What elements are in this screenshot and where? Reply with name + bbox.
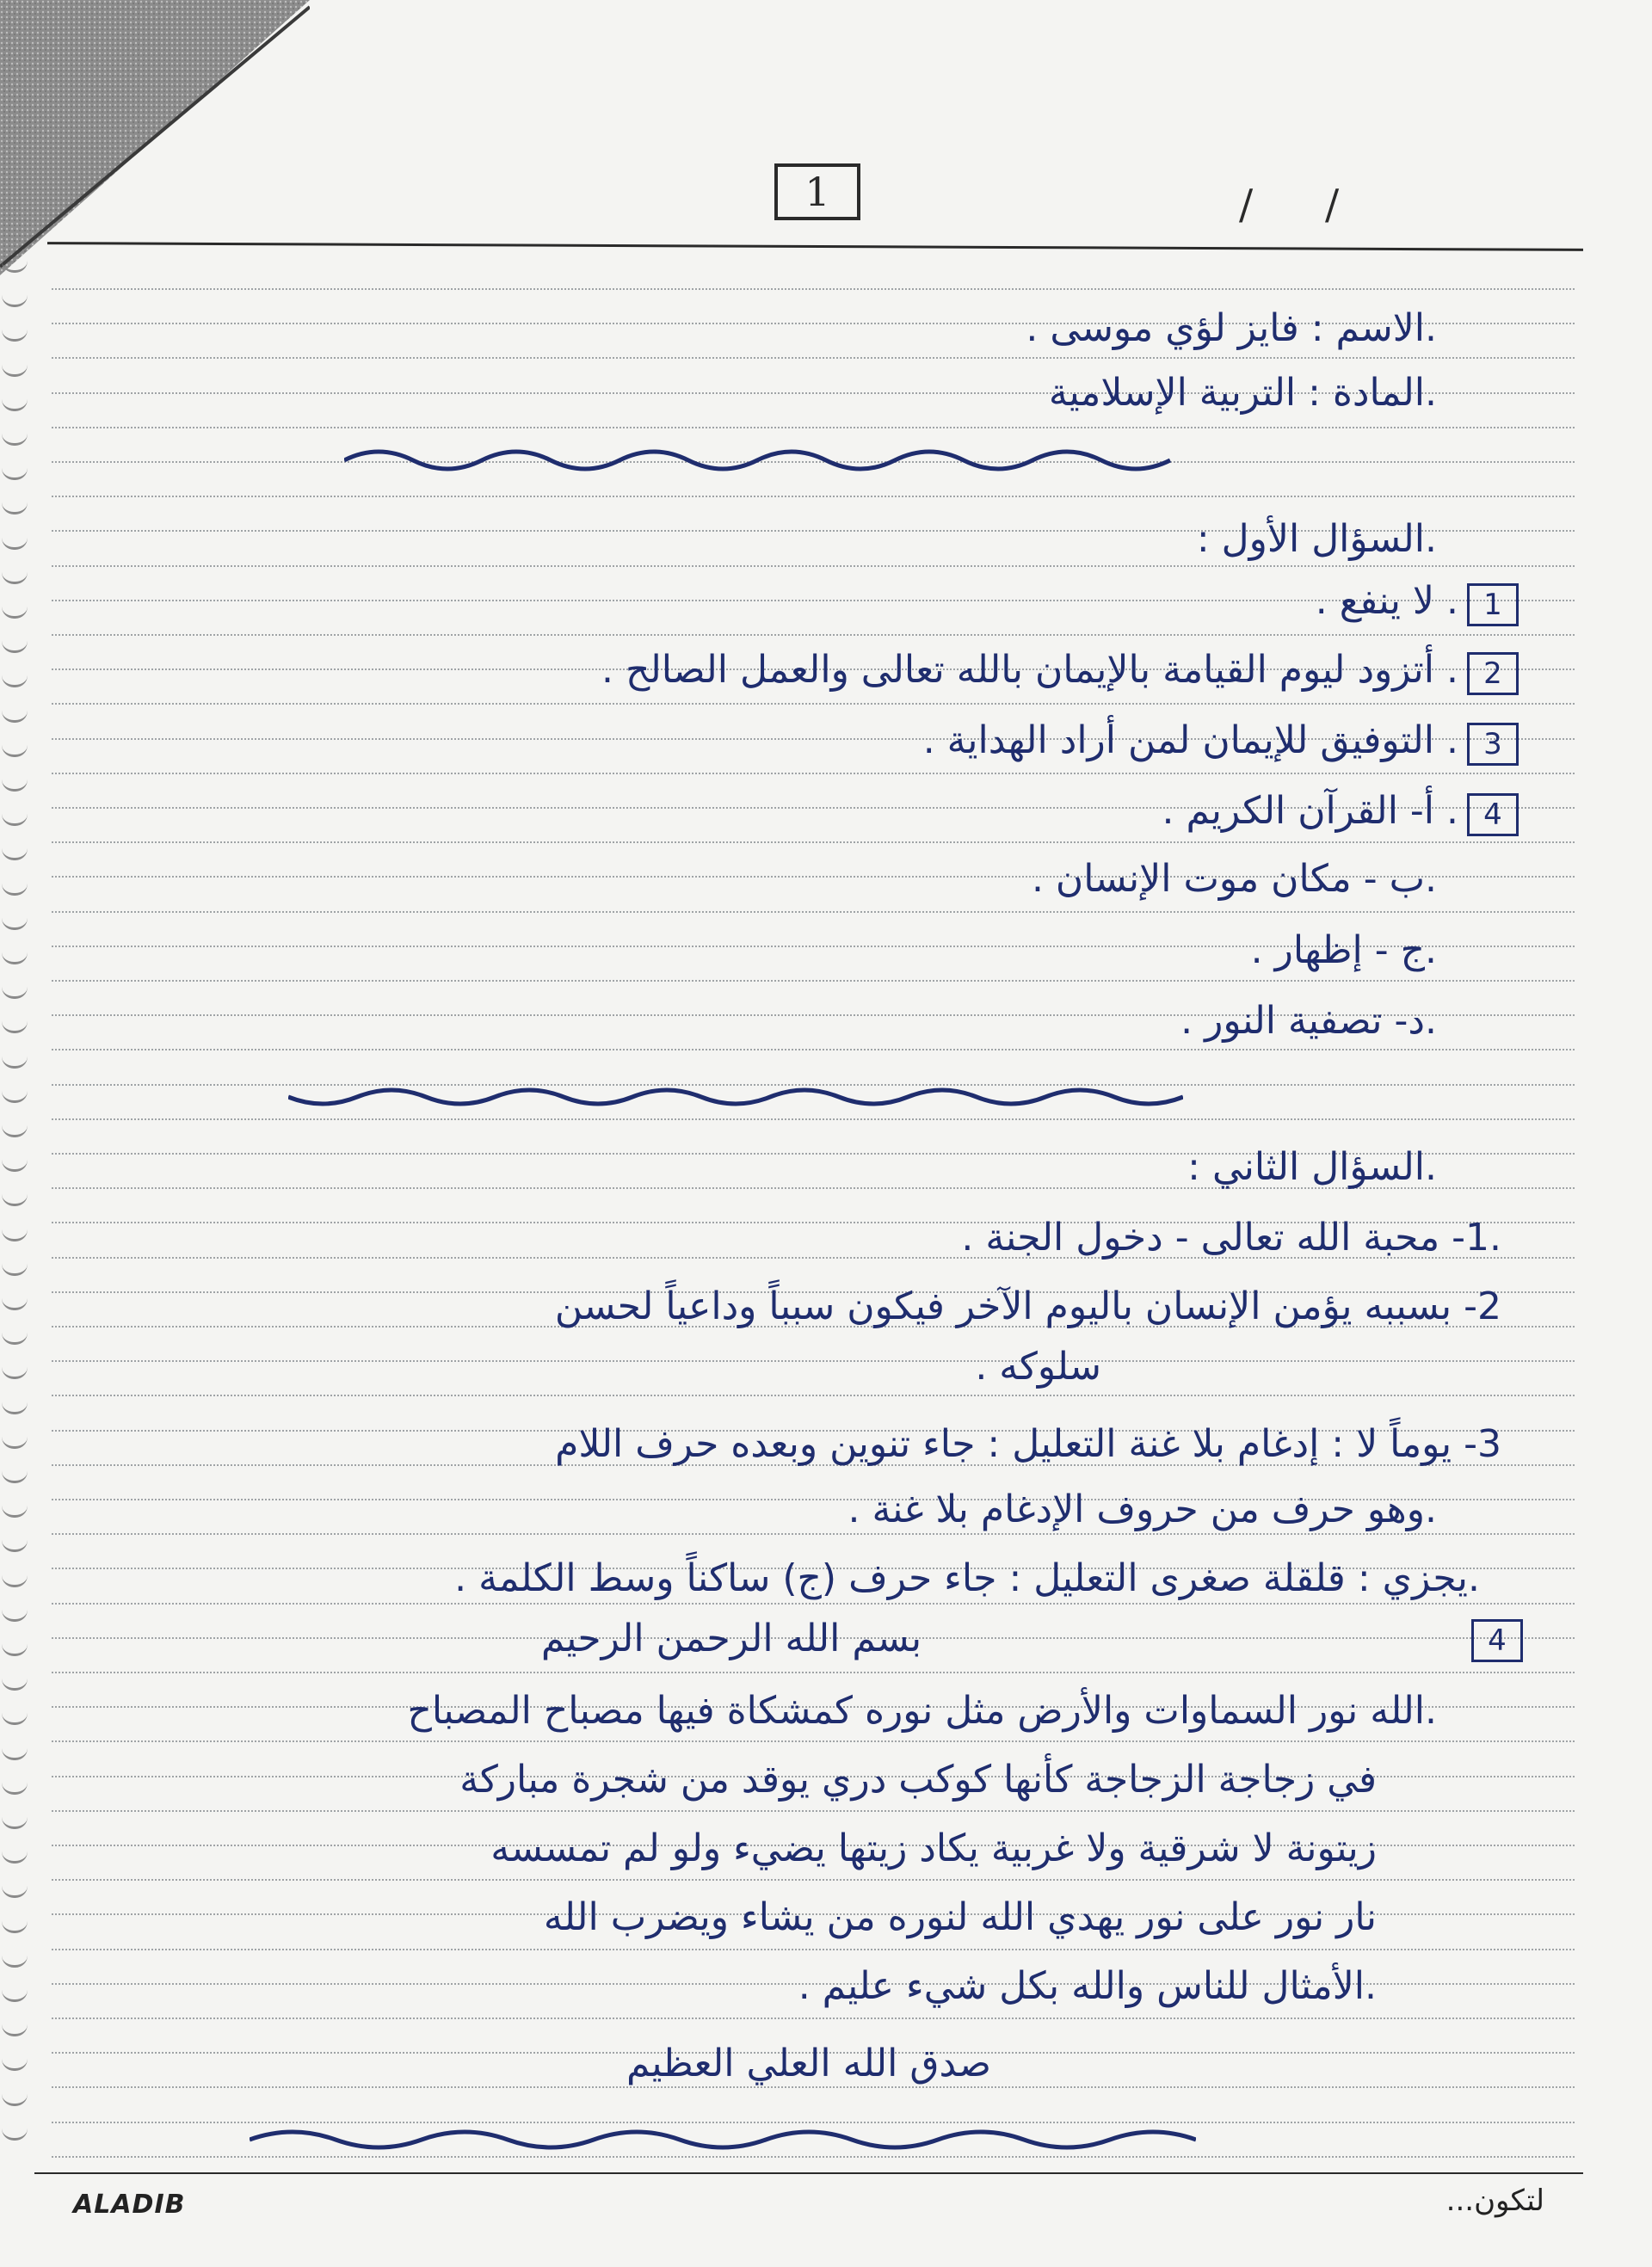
margin-tick — [2, 1953, 28, 1968]
student-name-line: .الاسم : فايز لؤي موسى . — [1026, 306, 1437, 350]
margin-tick — [2, 1400, 28, 1414]
margin-tick — [2, 1261, 28, 1276]
ruled-line — [52, 2018, 1575, 2019]
ruled-line — [52, 911, 1575, 913]
ruled-line — [52, 980, 1575, 982]
margin-tick — [2, 1157, 28, 1172]
margin-tick — [2, 673, 28, 687]
footer-slogan: لتكون... — [1446, 2184, 1544, 2218]
ruled-line — [52, 1118, 1575, 1120]
margin-tick — [2, 500, 28, 514]
q1-item-text: . لا ينفع . — [1315, 579, 1458, 623]
margin-tick — [2, 1365, 28, 1379]
ruled-line — [52, 1603, 1575, 1605]
margin-tick — [2, 1710, 28, 1725]
q1-item-number: 4 — [1467, 793, 1519, 836]
q1-item-text: . التوفيق للإيمان لمن أراد الهداية . — [922, 718, 1458, 762]
q2-answer-3-line: 3- يوماً لا : إدغام بلا غنة التعليل : جاء تنوين وبعده حرف اللام — [555, 1422, 1501, 1466]
margin-tick — [2, 1434, 28, 1449]
ruled-line — [52, 1740, 1575, 1742]
ruled-line — [52, 634, 1575, 636]
ruled-line — [52, 1395, 1575, 1396]
margin-tick — [2, 570, 28, 584]
margin-tick — [2, 1019, 28, 1033]
wavy-divider — [344, 443, 1187, 477]
margin-tick — [2, 1192, 28, 1206]
margin-tick — [2, 1987, 28, 2002]
margin-tick — [2, 1088, 28, 1103]
q2-answer-3-line: .يجزي : قلقلة صغرى التعليل : جاء حرف (ج) ساكناً وسط الكلمة . — [454, 1556, 1480, 1600]
margin-tick — [2, 604, 28, 619]
margin-tick — [2, 1746, 28, 1760]
q1-sub-item: .د- تصفية النور . — [1180, 999, 1437, 1043]
q1-sub-item: .ب - مكان موت الإنسان . — [1031, 857, 1437, 901]
q2-answer-2-line: 2- بسببه يؤمن الإنسان باليوم الآخر فيكون سبباً وداعياً لحسن — [554, 1284, 1501, 1328]
margin-tick — [2, 2022, 28, 2036]
margin-tick — [2, 1849, 28, 1863]
ruled-line — [52, 1049, 1575, 1050]
date-mark: / — [1325, 181, 1340, 229]
margin-tick — [2, 984, 28, 999]
ruled-line — [52, 1810, 1575, 1812]
margin-ticks — [0, 258, 34, 2168]
margin-tick — [2, 431, 28, 446]
margin-tick — [2, 1054, 28, 1069]
margin-tick — [2, 950, 28, 964]
page-number-box: 1 — [774, 163, 860, 220]
verse-line: .الله نور السماوات والأرض مثل نوره كمشكاة فيها مصباح المصباح — [407, 1689, 1437, 1733]
subject-line: .المادة : التربية الإسلامية — [1048, 371, 1437, 415]
q4-number-box: 4 — [1471, 1619, 1523, 1662]
margin-tick — [2, 397, 28, 411]
margin-tick — [2, 1469, 28, 1483]
margin-tick — [2, 1607, 28, 1622]
margin-tick — [2, 2056, 28, 2071]
q1-item-number: 2 — [1467, 652, 1519, 695]
verse-line: في زجاجة الزجاجة كأنها كوكب دري يوقد من شجرة مباركة — [459, 1758, 1377, 1802]
margin-tick — [2, 2091, 28, 2106]
ruled-line — [52, 841, 1575, 843]
verse-line: .الأمثال للناس والله بكل شيء عليم . — [798, 1964, 1377, 2008]
margin-tick — [2, 1919, 28, 1933]
q1-item-number: 1 — [1467, 583, 1519, 626]
margin-tick — [2, 1537, 28, 1552]
margin-tick — [2, 1883, 28, 1898]
ruled-line — [52, 773, 1575, 774]
q2-answer-2-line: سلوكه . — [975, 1345, 1101, 1389]
margin-tick — [2, 1676, 28, 1691]
ruled-line — [52, 496, 1575, 497]
margin-tick — [2, 1814, 28, 1829]
wavy-divider — [250, 2121, 1196, 2155]
ruled-line — [52, 565, 1575, 567]
margin-tick — [2, 1330, 28, 1345]
ruled-line — [52, 288, 1575, 290]
margin-tick — [2, 881, 28, 896]
q2-answer-3-line: .وهو حرف من حروف الإدغام بلا غنة . — [848, 1488, 1437, 1531]
margin-tick — [2, 327, 28, 342]
footer-rule — [34, 2172, 1583, 2174]
margin-tick — [2, 1227, 28, 1241]
ruled-line — [52, 2156, 1575, 2158]
q1-item-text: . أتزود ليوم القيامة بالإيمان بالله تعالى والعمل الصالح . — [601, 648, 1458, 692]
margin-tick — [2, 1503, 28, 1518]
margin-tick — [2, 2126, 28, 2141]
margin-tick — [2, 1296, 28, 1310]
ruled-line — [52, 1533, 1575, 1535]
margin-tick — [2, 777, 28, 792]
q1-item-number: 3 — [1467, 723, 1519, 766]
q2-answer-1: .1- محبة الله تعالى - دخول الجنة . — [961, 1216, 1501, 1260]
margin-tick — [2, 811, 28, 826]
margin-tick — [2, 915, 28, 930]
ruled-line — [52, 1672, 1575, 1673]
brand-logo: ALADIB — [73, 2190, 186, 2220]
ruled-line — [52, 357, 1575, 359]
margin-tick — [2, 535, 28, 550]
basmala: بسم الله الرحمن الرحيم — [540, 1617, 922, 1660]
margin-tick — [2, 293, 28, 307]
q1-item-text: . أ- القرآن الكريم . — [1162, 789, 1458, 833]
margin-tick — [2, 258, 28, 273]
ruled-line — [52, 1949, 1575, 1950]
closing-phrase: صدق الله العلي العظيم — [626, 2042, 991, 2085]
verse-line: زيتونة لا شرقية ولا غربية يكاد زيتها يضيء ولو لم تمسسه — [490, 1827, 1377, 1870]
verse-line: نار نور على نور يهدي الله لنوره من يشاء ويضرب الله — [543, 1895, 1377, 1939]
margin-tick — [2, 708, 28, 723]
date-mark: / — [1239, 181, 1254, 229]
ruled-line — [52, 703, 1575, 705]
q2-title: .السؤال الثاني : — [1187, 1145, 1437, 1189]
margin-tick — [2, 1780, 28, 1795]
margin-tick — [2, 465, 28, 480]
margin-tick — [2, 1573, 28, 1587]
ruled-line — [52, 1879, 1575, 1881]
margin-tick — [2, 846, 28, 860]
ruled-line — [52, 427, 1575, 428]
margin-tick — [2, 362, 28, 377]
margin-tick — [2, 1123, 28, 1137]
margin-tick — [2, 742, 28, 757]
margin-tick — [2, 1642, 28, 1656]
q1-title: .السؤال الأول : — [1196, 517, 1437, 561]
q1-sub-item: .ج - إظهار . — [1250, 928, 1437, 972]
ruled-line — [52, 1360, 1575, 1362]
wavy-divider — [288, 1080, 1183, 1114]
margin-tick — [2, 638, 28, 653]
